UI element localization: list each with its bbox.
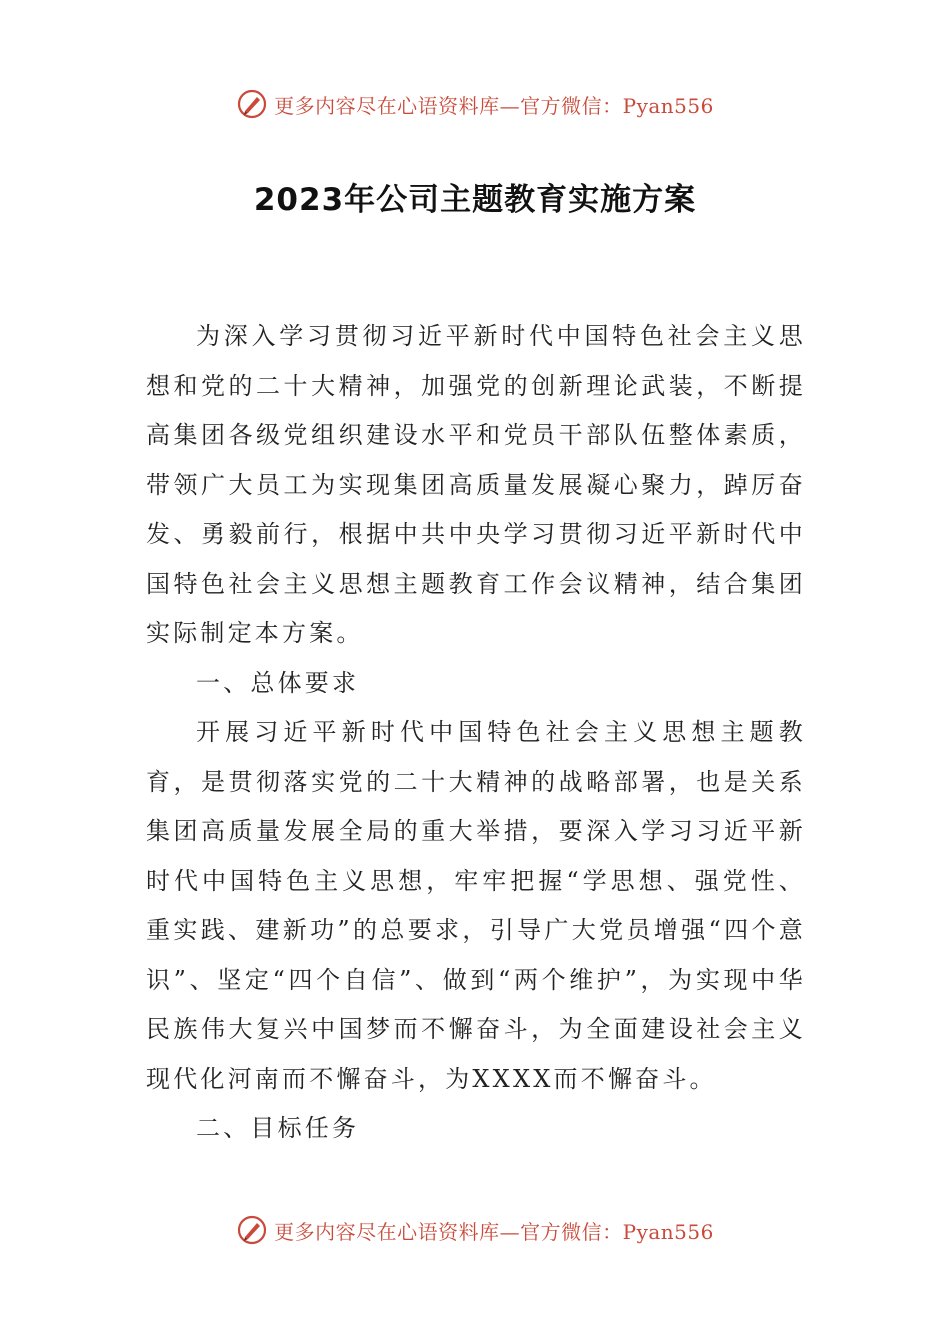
intro-paragraph: 为深入学习贯彻习近平新时代中国特色社会主义思想和党的二十大精神，加强党的创新理论武装，不断提高集团各级党组织建设水平和党员干部队伍整体素质，带领广大员工为实现集团高质量发展凝心聚力，踔厉奋发、勇毅前行，根据中共中央学习贯彻习近平新时代中国特色社会主义思想主题教育工作会议精神，结合集团实际制定本方案。 bbox=[146, 322, 806, 647]
document-body bbox=[146, 312, 806, 1154]
section-heading-1: 一、总体要求 bbox=[196, 668, 360, 697]
section-1-paragraph: 开展习近平新时代中国特色社会主义思想主题教育，是贯彻落实党的二十大精神的战略部署，也是关系集团高质量发展全局的重大举措，要深入学习习近平新时代中国特色主义思想，牢牢把握“学思想、强党性、重实践、建新功”的总要求，引导广大党员增强“四个意识”、坚定“四个自信”、做到“两个维护”，为实现中华民族伟大复兴中国梦而不懈奋斗，为全面建设社会主义现代化河南而不懈奋斗，为XXXX而不懈奋斗。 bbox=[146, 718, 806, 1093]
watermark-text: 更多内容尽在心语资料库—官方微信：Pyan556 bbox=[274, 93, 714, 118]
document-title: 2023年公司主题教育实施方案 bbox=[253, 182, 697, 218]
section-heading-2: 二、目标任务 bbox=[196, 1114, 360, 1142]
pen-logo-icon bbox=[236, 88, 268, 120]
watermark-text: 更多内容尽在心语资料库—官方微信：Pyan556 bbox=[274, 1219, 714, 1244]
watermark-footer bbox=[0, 1210, 950, 1250]
pen-logo-icon bbox=[236, 1214, 268, 1246]
watermark-header bbox=[0, 84, 950, 124]
